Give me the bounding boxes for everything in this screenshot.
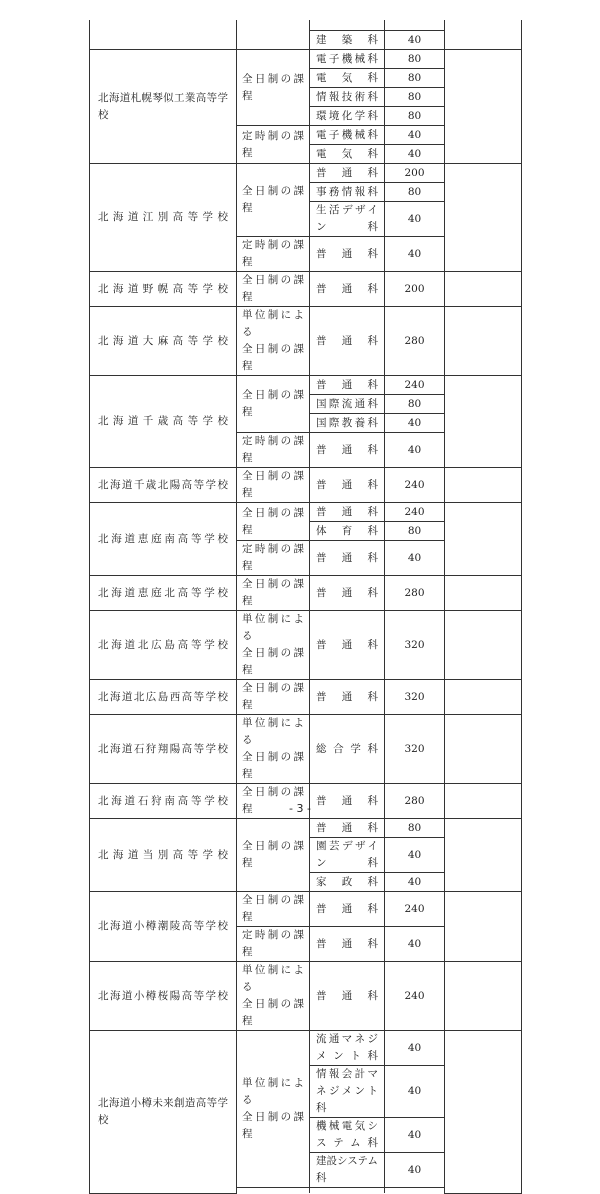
capacity-cell: 280	[385, 576, 445, 611]
capacity-cell: 240	[385, 376, 445, 395]
capacity-cell: 40	[385, 31, 445, 50]
capacity-cell: 80	[385, 183, 445, 202]
school-name-cell: 北海道当別高等学校	[90, 819, 237, 892]
department-cell: 建設システム科	[310, 1153, 385, 1188]
capacity-cell: 40	[385, 838, 445, 873]
table-row	[90, 680, 522, 715]
capacity-cell	[385, 1188, 445, 1194]
department-cell: 普通科	[310, 892, 385, 927]
course-cell: 全日制の課程	[237, 503, 310, 541]
note-cell	[445, 576, 522, 611]
capacity-cell: 80	[385, 69, 445, 88]
department-cell: 普通科	[310, 272, 385, 307]
note-cell	[445, 50, 522, 164]
capacity-cell	[385, 20, 445, 31]
department-cell: 普通科	[310, 541, 385, 576]
department-cell: 情報会計マネジメント科	[310, 1066, 385, 1118]
department-cell: 流通マネジメント科	[310, 1031, 385, 1066]
school-name-cell: 北海道江別高等学校	[90, 164, 237, 272]
department-cell: 普通科	[310, 503, 385, 522]
table-row	[90, 164, 522, 183]
school-name-cell: 北海道北広島西高等学校	[90, 680, 237, 715]
course-cell: 定時制の課程	[237, 927, 310, 962]
department-cell: 総合学科	[310, 715, 385, 784]
course-cell: 全日制の課程	[237, 819, 310, 892]
course-cell: 全日制の課程	[237, 892, 310, 927]
capacity-cell: 240	[385, 503, 445, 522]
department-cell: 普通科	[310, 237, 385, 272]
capacity-cell: 240	[385, 962, 445, 1031]
school-name-cell: 北海道恵庭北高等学校	[90, 576, 237, 611]
course-cell: 単位制による 全日制の課程	[237, 307, 310, 376]
capacity-cell: 40	[385, 541, 445, 576]
department-cell: 普通科	[310, 307, 385, 376]
department-cell: 普通科	[310, 784, 385, 819]
course-cell: 単位制による 全日制の課程	[237, 611, 310, 680]
school-name-cell	[90, 20, 237, 50]
note-cell	[445, 892, 522, 962]
course-cell: 定時制の課程	[237, 541, 310, 576]
course-cell: 定時制の課程	[237, 433, 310, 468]
capacity-cell: 40	[385, 126, 445, 145]
course-cell: 定時制の課程	[237, 126, 310, 164]
capacity-cell: 40	[385, 145, 445, 164]
course-cell	[237, 1188, 310, 1194]
capacity-cell: 40	[385, 1066, 445, 1118]
note-cell	[445, 376, 522, 468]
department-cell: 国際教養科	[310, 414, 385, 433]
department-cell: 普通科	[310, 376, 385, 395]
note-cell	[445, 962, 522, 1031]
capacity-cell: 40	[385, 927, 445, 962]
note-cell	[445, 468, 522, 503]
table-row	[90, 962, 522, 1031]
table-row	[90, 1031, 522, 1066]
department-cell: 普通科	[310, 611, 385, 680]
school-name-cell: 北海道小樽潮陵高等学校	[90, 892, 237, 962]
department-cell	[310, 20, 385, 31]
department-cell: 電気科	[310, 69, 385, 88]
school-name-cell: 北海道大麻高等学校	[90, 307, 237, 376]
department-cell: 体育科	[310, 522, 385, 541]
capacity-cell: 80	[385, 107, 445, 126]
course-cell: 全日制の課程	[237, 164, 310, 237]
capacity-cell: 320	[385, 715, 445, 784]
capacity-cell: 80	[385, 88, 445, 107]
department-cell: 事務情報科	[310, 183, 385, 202]
department-cell: 普通科	[310, 468, 385, 503]
department-cell: 普通科	[310, 433, 385, 468]
department-cell: 普通科	[310, 962, 385, 1031]
course-cell: 全日制の課程	[237, 680, 310, 715]
department-cell: 普通科	[310, 819, 385, 838]
course-cell: 単位制による 全日制の課程	[237, 715, 310, 784]
capacity-cell: 320	[385, 611, 445, 680]
capacity-cell: 40	[385, 237, 445, 272]
capacity-cell: 240	[385, 892, 445, 927]
department-cell: 普通科	[310, 927, 385, 962]
capacity-cell: 40	[385, 202, 445, 237]
course-cell: 定時制の課程	[237, 237, 310, 272]
table-row	[90, 715, 522, 784]
course-cell: 全日制の課程	[237, 576, 310, 611]
course-cell: 単位制による 全日制の課程	[237, 962, 310, 1031]
department-cell: 電子機械科	[310, 50, 385, 69]
course-cell: 全日制の課程	[237, 272, 310, 307]
department-cell: 普通科	[310, 680, 385, 715]
school-name-cell: 北海道小樽桜陽高等学校	[90, 962, 237, 1031]
course-cell: 全日制の課程	[237, 376, 310, 433]
school-name-cell: 北海道千歳北陽高等学校	[90, 468, 237, 503]
course-cell: 全日制の課程	[237, 468, 310, 503]
school-name-cell: 北海道恵庭南高等学校	[90, 503, 237, 576]
table-row	[90, 272, 522, 307]
department-cell: 電子機械科	[310, 126, 385, 145]
department-cell: 情報技術科	[310, 88, 385, 107]
capacity-cell: 280	[385, 784, 445, 819]
department-cell: 建築科	[310, 31, 385, 50]
school-name-cell: 北海道石狩南高等学校	[90, 784, 237, 819]
table-row	[90, 307, 522, 376]
department-cell: 普通科	[310, 576, 385, 611]
note-cell	[445, 680, 522, 715]
table-row	[90, 376, 522, 395]
capacity-cell: 40	[385, 1031, 445, 1066]
table-row	[90, 20, 522, 31]
department-cell: 電気科	[310, 145, 385, 164]
note-cell	[445, 1031, 522, 1194]
school-name-cell: 北海道北広島高等学校	[90, 611, 237, 680]
capacity-cell: 200	[385, 272, 445, 307]
school-name-cell: 北海道札幌琴似工業高等学校	[90, 50, 237, 164]
note-cell	[445, 20, 522, 50]
note-cell	[445, 272, 522, 307]
table-row	[90, 503, 522, 522]
capacity-cell: 240	[385, 468, 445, 503]
course-cell	[237, 20, 310, 50]
capacity-cell: 200	[385, 164, 445, 183]
department-cell: 生活デザイン科	[310, 202, 385, 237]
table-row	[90, 50, 522, 69]
department-cell: 普通科	[310, 164, 385, 183]
capacity-cell: 80	[385, 522, 445, 541]
department-cell: 環境化学科	[310, 107, 385, 126]
school-name-cell: 北海道野幌高等学校	[90, 272, 237, 307]
note-cell	[445, 503, 522, 576]
note-cell	[445, 611, 522, 680]
page-number: - 3 -	[289, 802, 311, 815]
capacity-cell: 80	[385, 395, 445, 414]
school-name-cell: 北海道小樽未来創造高等学校	[90, 1031, 237, 1194]
table-row	[90, 611, 522, 680]
department-cell	[310, 1188, 385, 1194]
table-row	[90, 468, 522, 503]
school-name-cell: 北海道千歳高等学校	[90, 376, 237, 468]
course-cell: 全日制の課程	[237, 784, 310, 819]
capacity-cell: 40	[385, 433, 445, 468]
note-cell	[445, 819, 522, 892]
course-cell: 単位制による 全日制の課程	[237, 1031, 310, 1188]
department-cell: 国際流通科	[310, 395, 385, 414]
capacity-cell: 40	[385, 414, 445, 433]
department-cell: 園芸デザイン科	[310, 838, 385, 873]
capacity-cell: 40	[385, 1118, 445, 1153]
capacity-cell: 320	[385, 680, 445, 715]
course-cell: 全日制の課程	[237, 50, 310, 126]
capacity-cell: 80	[385, 819, 445, 838]
school-name-cell: 北海道石狩翔陽高等学校	[90, 715, 237, 784]
capacity-cell: 280	[385, 307, 445, 376]
note-cell	[445, 715, 522, 784]
capacity-cell: 80	[385, 50, 445, 69]
table-row	[90, 892, 522, 927]
table-row	[90, 819, 522, 838]
department-cell: 機械電気システム科	[310, 1118, 385, 1153]
note-cell	[445, 307, 522, 376]
capacity-cell: 40	[385, 1153, 445, 1188]
department-cell: 家政科	[310, 873, 385, 892]
school-capacity-table	[89, 20, 522, 1194]
capacity-cell: 40	[385, 873, 445, 892]
note-cell	[445, 164, 522, 272]
table-row	[90, 576, 522, 611]
